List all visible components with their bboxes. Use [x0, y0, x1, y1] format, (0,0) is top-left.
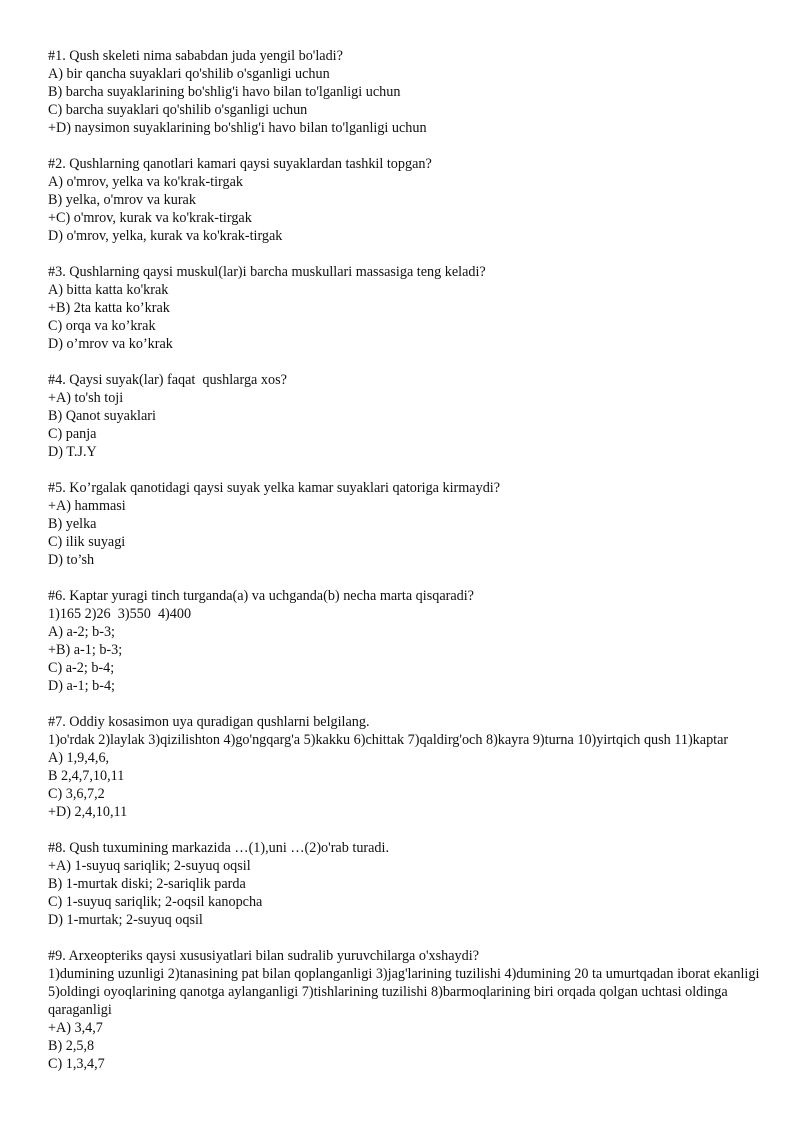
question-title: #2. Qushlarning qanotlari kamari qaysi suyaklardan tashkil topgan?: [48, 156, 432, 172]
answer-option: D) a-1; b-4;: [48, 678, 115, 694]
answer-option-correct: +D) naysimon suyaklarining bo'shlig'i havo bilan to'lganligi uchun: [48, 120, 427, 136]
question-7: [48, 713, 768, 821]
question-4: [48, 371, 768, 461]
question-title: #4. Qaysi suyak(lar) faqat qushlarga xos?: [48, 372, 287, 388]
answer-option: A) a-2; b-3;: [48, 624, 115, 640]
answer-option: C) ilik suyagi: [48, 534, 126, 550]
answer-option: D) to’sh: [48, 552, 95, 568]
answer-option-correct: +B) a-1; b-3;: [48, 642, 123, 658]
answer-option: C) 1-suyuq sariqlik; 2-oqsil kanopcha: [48, 894, 263, 910]
answer-option: A) o'mrov, yelka va ko'krak-tirgak: [48, 174, 244, 190]
answer-option: B) barcha suyaklarining bo'shlig'i havo bilan to'lganligi uchun: [48, 84, 401, 100]
answer-option-correct: +B) 2ta katta ko’krak: [48, 300, 170, 316]
answer-option: D) T.J.Y: [48, 444, 97, 460]
answer-option: B) yelka, o'mrov va kurak: [48, 192, 196, 208]
answer-option: B) yelka: [48, 516, 97, 532]
answer-option: C) a-2; b-4;: [48, 660, 115, 676]
answer-option: C) panja: [48, 426, 97, 442]
answer-option-correct: +A) to'sh toji: [48, 390, 124, 406]
question-1: [48, 47, 768, 137]
question-title: #8. Qush tuxumining markazida …(1),uni …(2)o'rab turadi.: [48, 840, 390, 856]
answer-option-correct: +A) 3,4,7: [48, 1020, 103, 1036]
question-8: [48, 839, 768, 929]
answer-option: B 2,4,7,10,11: [48, 768, 125, 784]
answer-option: D) o’mrov va ko’krak: [48, 336, 173, 352]
answer-option-correct: +A) hammasi: [48, 498, 126, 514]
answer-option: C) 3,6,7,2: [48, 786, 105, 802]
answer-option: A) bitta katta ko'krak: [48, 282, 169, 298]
question-title: #7. Oddiy kosasimon uya quradigan qushlarni belgilang.: [48, 714, 370, 730]
question-title: #5. Ko’rgalak qanotidagi qaysi suyak yelka kamar suyaklari qatoriga kirmaydi?: [48, 480, 501, 496]
question-title: #3. Qushlarning qaysi muskul(lar)i barcha muskullari massasiga teng keladi?: [48, 264, 486, 280]
answer-option: B) 2,5,8: [48, 1038, 95, 1054]
question-9: [48, 947, 768, 1073]
question-5: [48, 479, 768, 569]
answer-option: D) 1-murtak; 2-suyuq oqsil: [48, 912, 203, 928]
answer-option: B) Qanot suyaklari: [48, 408, 156, 424]
question-choices-list: 1)dumining uzunligi 2)tanasining pat bilan qoplanganligi 3)jag'larining tuzilishi 4)dumining 20 ta umurtqadan iborat ekanligi 5)oldingi oyoqlarining qanotga aylanganligi 7)tishlarining tuzilishi 8)barmoqlarining biri orqada qolgan uchtasi oldinga qaraganligi: [48, 966, 760, 1018]
answer-option: D) o'mrov, yelka, kurak va ko'krak-tirgak: [48, 228, 283, 244]
answer-option: A) bir qancha suyaklari qo'shilib o'sganligi uchun: [48, 66, 330, 82]
answer-option: C) 1,3,4,7: [48, 1056, 105, 1072]
answer-option: A) 1,9,4,6,: [48, 750, 110, 766]
question-title: #1. Qush skeleti nima sababdan juda yengil bo'ladi?: [48, 48, 343, 64]
question-2: [48, 155, 768, 245]
answer-option-correct: +C) o'mrov, kurak va ko'krak-tirgak: [48, 210, 252, 226]
question-title: #9. Arxeopteriks qaysi xususiyatlari bilan sudralib yuruvchilarga o'xshaydi?: [48, 948, 479, 964]
answer-option: C) barcha suyaklari qo'shilib o'sganligi uchun: [48, 102, 308, 118]
question-3: [48, 263, 768, 353]
answer-option: B) 1-murtak diski; 2-sariqlik parda: [48, 876, 246, 892]
answer-option-correct: +D) 2,4,10,11: [48, 804, 128, 820]
question-title: #6. Kaptar yuragi tinch turganda(a) va uchganda(b) necha marta qisqaradi?: [48, 588, 474, 604]
answer-option: C) orqa va ko’krak: [48, 318, 156, 334]
question-6: [48, 587, 768, 695]
document-page: [48, 47, 768, 1091]
answer-option-correct: +A) 1-suyuq sariqlik; 2-suyuq oqsil: [48, 858, 251, 874]
question-choices-list: 1)165 2)26 3)550 4)400: [48, 606, 192, 622]
question-choices-list: 1)o'rdak 2)laylak 3)qizilishton 4)go'ngqarg'a 5)kakku 6)chittak 7)qaldirg'och 8)kayra 9)turna 10)yirtqich qush 11)kaptar: [48, 732, 729, 748]
